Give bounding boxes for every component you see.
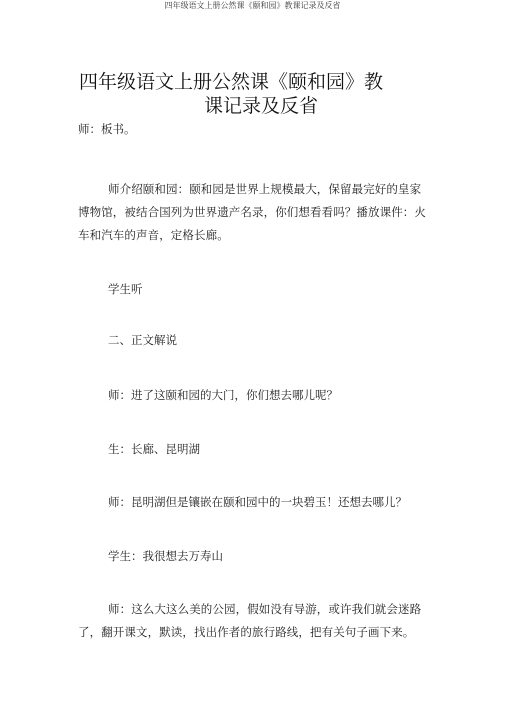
paragraph-student-answer-2: 学生：我很想去万寿山: [108, 549, 223, 563]
paragraph-student-answer-1: 生：长廊、昆明湖: [108, 442, 200, 456]
document-title-line-1: 四年级语文上册公然课《颐和园》教: [79, 71, 384, 93]
paragraph-introduction: 师介绍颐和园：颐和园是世界上规模最大，保留最完好的皇家博物馆，被结合国列为世界遗产名录，你们想看看吗？播放课件：火车和汽车的声音，定格长廊。: [78, 182, 426, 242]
paragraph-teacher-instruction: 师：这么大这么美的公园，假如没有导游，或许我们就会迷路了，翻开课文，默读，找出作者的旅行路线，把有关句子画下来。: [78, 602, 422, 639]
paragraph-students-listen: 学生听: [108, 282, 143, 296]
section-heading-text-explanation: 二、正文解说: [108, 333, 177, 347]
paragraph-teacher-question-2: 师：昆明湖但是镶嵌在颐和园中的一块碧玉！还想去哪儿？: [108, 495, 407, 509]
paragraph-teacher-question-1: 师：进了这颐和园的大门，你们想去哪儿呢？: [108, 388, 338, 402]
document-title-line-2: 课记录及反省: [204, 95, 319, 117]
paragraph-blackboard: 师：板书。: [78, 122, 136, 136]
page-header: 四年级语文上册公然课《颐和园》教课记录及反省: [164, 1, 341, 10]
